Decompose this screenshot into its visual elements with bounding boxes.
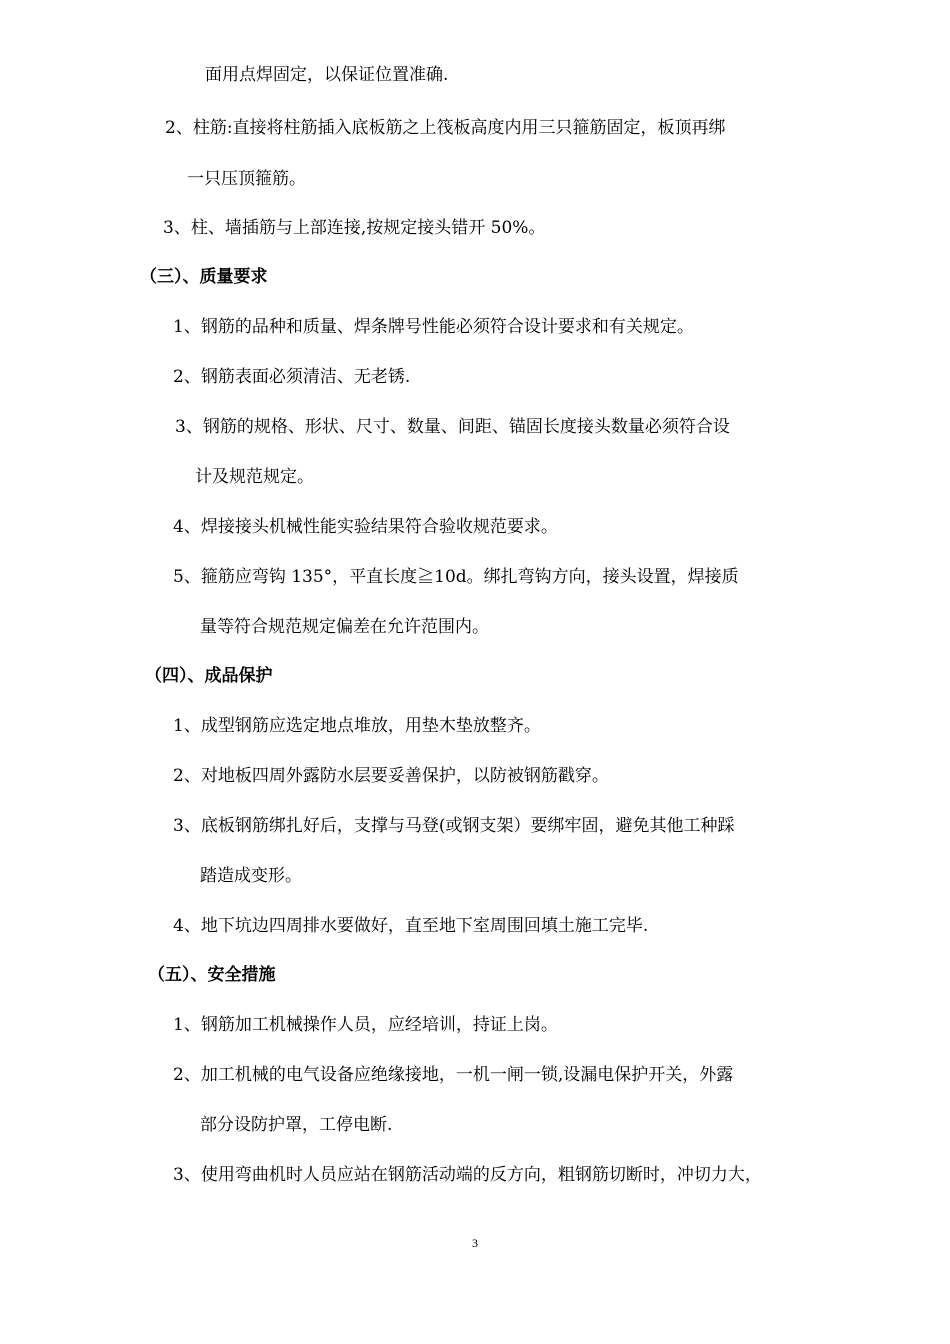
text-line: 踏造成变形。 <box>200 866 302 886</box>
page-number: 3 <box>472 1236 478 1250</box>
text-line: 面用点焊固定，以保证位置准确. <box>205 65 449 85</box>
list-item: 2、对地板四周外露防水层要妥善保护，以防被钢筋戳穿。 <box>173 766 609 786</box>
list-item: 2、加工机械的电气设备应绝缘接地，一机一闸一锁,设漏电保护开关，外露 <box>173 1065 734 1085</box>
list-item: 3、底板钢筋绑扎好后，支撑与马登(或钢支架）要绑牢固，避免其他工种踩 <box>173 816 735 836</box>
list-item: 4、地下坑边四周排水要做好，直至地下室周围回填土施工完毕. <box>173 916 649 936</box>
section-heading: （三）、质量要求 <box>140 267 268 287</box>
text-line: 部分设防护罩，工停电断. <box>200 1115 393 1135</box>
list-item: 1、成型钢筋应选定地点堆放，用垫木垫放整齐。 <box>173 716 541 736</box>
text-line: 计及规范规定。 <box>195 467 314 487</box>
list-item: 3、钢筋的规格、形状、尺寸、数量、间距、锚固长度接头数量必须符合设 <box>175 417 730 437</box>
list-item: 3、柱、墙插筋与上部连接,按规定接头错开 50%。 <box>163 218 546 238</box>
section-heading: （四）、成品保护 <box>145 666 273 686</box>
list-item: 2、柱筋:直接将柱筋插入底板筋之上筏板高度内用三只箍筋固定，板顶再绑 <box>165 118 726 138</box>
list-item: 2、钢筋表面必须清洁、无老锈. <box>173 367 411 387</box>
text-line: 量等符合规范规定偏差在允许范围内。 <box>200 617 489 637</box>
section-heading: （五）、安全措施 <box>148 965 276 985</box>
list-item: 3、使用弯曲机时人员应站在钢筋活动端的反方向，粗钢筋切断时，冲切力大， <box>173 1165 762 1185</box>
text-line: 一只压顶箍筋。 <box>187 169 306 189</box>
list-item: 5、箍筋应弯钩 135°，平直长度≧10d。绑扎弯钩方向，接头设置，焊接质 <box>173 567 739 587</box>
list-item: 1、钢筋的品种和质量、焊条牌号性能必须符合设计要求和有关规定。 <box>173 317 694 337</box>
list-item: 1、钢筋加工机械操作人员，应经培训，持证上岗。 <box>173 1015 558 1035</box>
list-item: 4、焊接接头机械性能实验结果符合验收规范要求。 <box>173 517 558 537</box>
